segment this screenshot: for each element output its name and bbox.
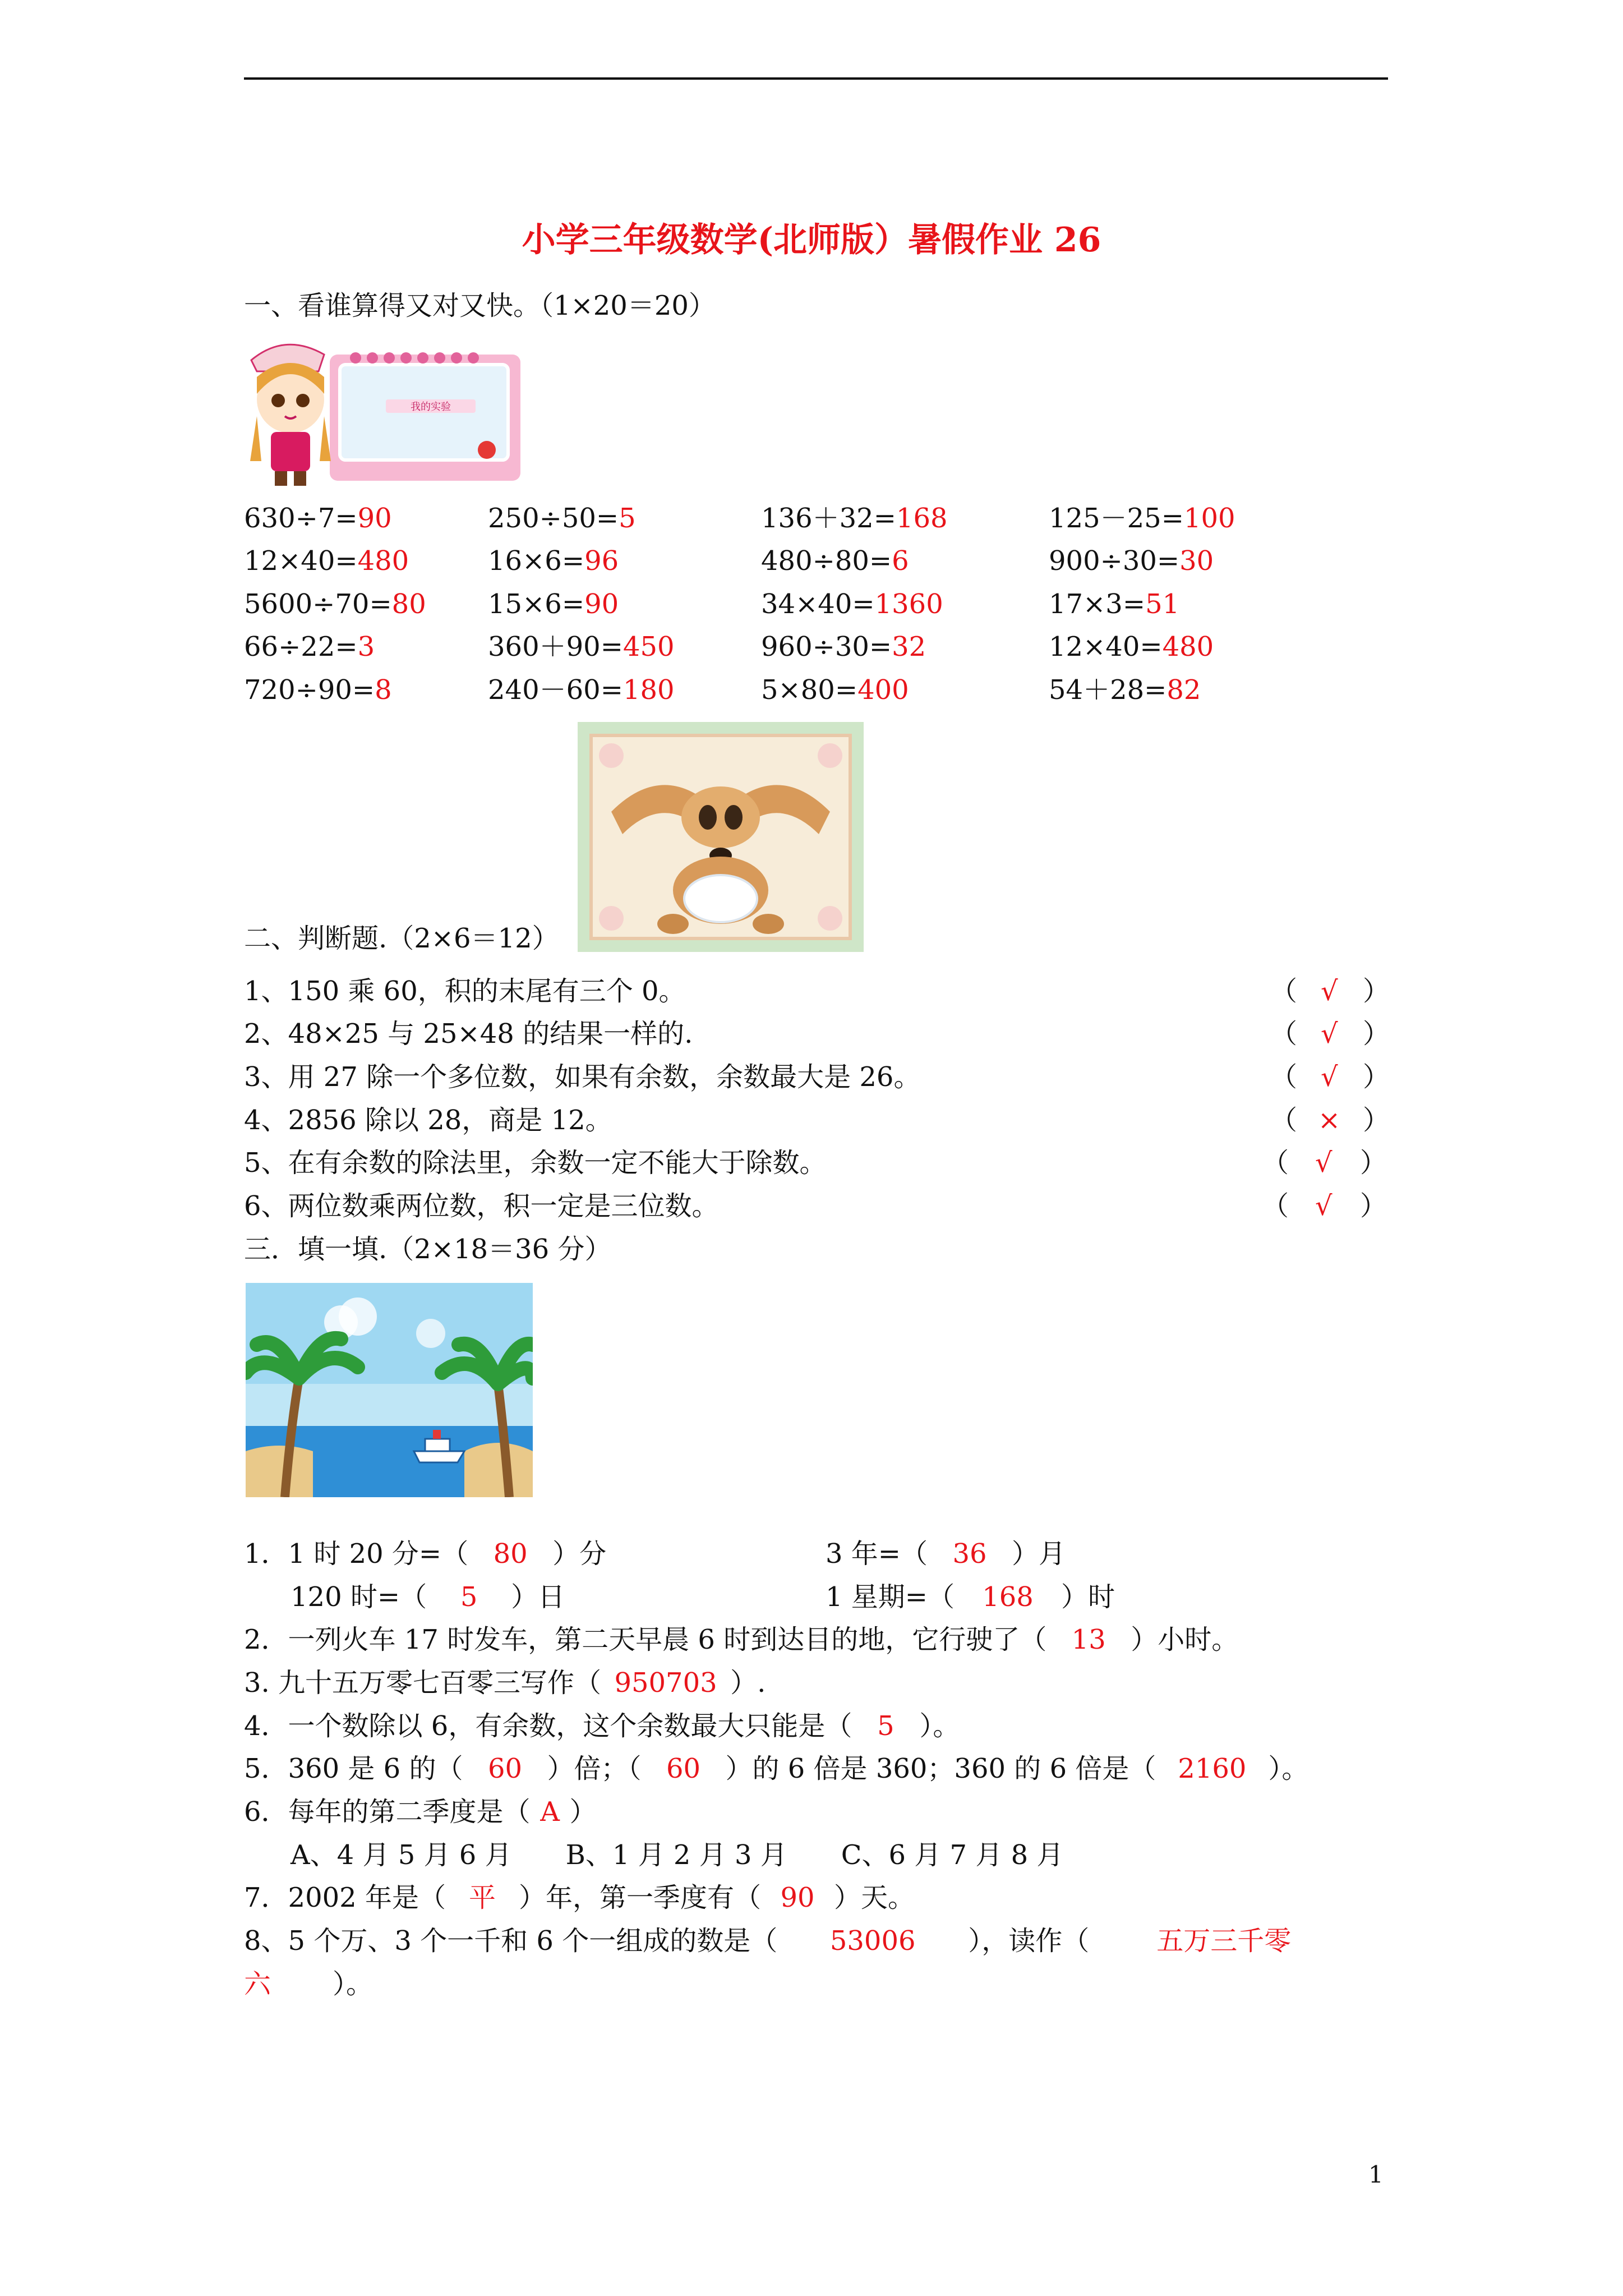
answer: 6: [892, 545, 909, 577]
answer: 32: [892, 631, 926, 662]
arith-item: 12×40=480: [1049, 631, 1214, 662]
fill-q1c: 120 时=（ 5 ）日: [291, 1581, 565, 1613]
answer: 3: [357, 631, 375, 662]
answer-paren-close: ）: [1363, 976, 1390, 1007]
page-title: 小学三年级数学(北师版）暑假作业 26: [522, 220, 1101, 260]
fill-q7: 7．2002 年是（ 平 ）年，第一季度有（ 90 ）天。: [244, 1882, 915, 1913]
fill-answer: 950703: [614, 1667, 717, 1699]
answer: 90: [357, 503, 392, 534]
fill-answer: 36: [952, 1538, 987, 1570]
fill-answer: 80: [493, 1538, 528, 1570]
judgement-item: 2、48×25 与 25×48 的结果一样的.: [244, 1018, 693, 1050]
judgement-item: 1、150 乘 60，积的末尾有三个 0。: [244, 976, 686, 1007]
fill-q1d: 1 星期=（ 168 ）时: [826, 1581, 1115, 1613]
arith-item: 15×6=90: [488, 588, 619, 620]
fill-answer: 13: [1071, 1624, 1106, 1655]
arith-item: 34×40=1360: [761, 588, 943, 620]
fill-q3: 3. 九十五万零七百零三写作（ 950703 ）.: [244, 1667, 766, 1699]
fill-q1b: 3 年=（ 36 ）月: [826, 1538, 1066, 1570]
arith-item: 720÷90=8: [244, 674, 392, 706]
arith-item: 630÷7=90: [244, 503, 392, 534]
section3-heading: 三．填一填.（2×18＝36 分）: [244, 1234, 612, 1265]
answer-paren-open: （: [1270, 976, 1298, 1007]
answer: 450: [623, 631, 675, 662]
fill-answer: 168: [982, 1581, 1034, 1613]
fill-answer: 5: [877, 1710, 895, 1742]
beach-image: [246, 1283, 533, 1497]
answer: 180: [623, 674, 675, 706]
arith-item: 5×80=400: [761, 674, 909, 706]
answer: 96: [584, 545, 619, 577]
puppy-image: [578, 722, 864, 952]
answer: 168: [896, 503, 948, 534]
fill-answer: 53006: [829, 1925, 916, 1957]
answer-paren-close: ）: [1363, 1061, 1390, 1093]
answer-paren-open: （: [1270, 1061, 1298, 1093]
arith-item: 125－25=100: [1049, 503, 1235, 534]
answer: 400: [857, 674, 909, 706]
judgement-answer: √: [1321, 1061, 1338, 1093]
judgement-item: 6、两位数乘两位数，积一定是三位数。: [244, 1190, 719, 1222]
arith-item: 16×6=96: [488, 545, 619, 577]
fill-answer: 2160: [1178, 1753, 1247, 1784]
answer: 80: [391, 588, 426, 620]
arith-item: 960÷30=32: [761, 631, 926, 662]
judgement-item: 4、2856 除以 28，商是 12。: [244, 1105, 612, 1136]
fill-q5: 5．360 是 6 的（ 60 ）倍；（ 60 ）的 6 倍是 360；360 的 6 倍是（ 2160 ）。: [244, 1753, 1309, 1784]
arith-item: 17×3=51: [1049, 588, 1180, 620]
arith-item: 5600÷70=80: [244, 588, 426, 620]
arith-item: 54＋28=82: [1049, 674, 1201, 706]
answer: 1360: [874, 588, 943, 620]
page-number: 1: [1368, 2161, 1384, 2188]
judgement-answer: ×: [1318, 1105, 1341, 1136]
arith-item: 136＋32=168: [761, 503, 948, 534]
section1-heading: 一、看谁算得又对又快。（1×20＝20）: [244, 290, 716, 321]
answer: 480: [1162, 631, 1214, 662]
fill-q1a: 1．1 时 20 分=（ 80 ）分: [244, 1538, 607, 1570]
fill-answer: 5: [460, 1581, 478, 1613]
answer: 100: [1183, 503, 1235, 534]
answer-paren-close: ）: [1363, 1018, 1390, 1050]
judgement-item: 5、在有余数的除法里，余数一定不能大于除数。: [244, 1147, 827, 1179]
arith-item: 240－60=180: [488, 674, 675, 706]
answer: 30: [1179, 545, 1214, 577]
answer-paren-open: （: [1262, 1190, 1289, 1222]
fill-q8-cont: 六 ）。: [244, 1968, 374, 2000]
fill-q4: 4．一个数除以 6，有余数，这个余数最大只能是（ 5 ）。: [244, 1710, 960, 1742]
fill-q8: 8、5 个万、3 个一千和 6 个一组成的数是（ 53006 ），读作（ 五万三千零: [244, 1925, 1292, 1957]
section2-heading: 二、判断题.（2×6＝12）: [244, 923, 559, 954]
answer-paren-open: （: [1270, 1105, 1298, 1136]
answer-paren-close: ）: [1360, 1190, 1387, 1222]
arith-item: 480÷80=6: [761, 545, 909, 577]
answer-paren-close: ）: [1363, 1105, 1390, 1136]
answer: 51: [1145, 588, 1180, 620]
fill-answer: A: [540, 1796, 560, 1828]
arith-item: 250÷50=5: [488, 503, 636, 534]
answer: 8: [375, 674, 392, 706]
fill-answer: 60: [487, 1753, 523, 1784]
fill-answer: 五万三千零: [1156, 1925, 1292, 1957]
answer-paren-open: （: [1262, 1147, 1289, 1179]
judgement-item: 3、用 27 除一个多位数，如果有余数，余数最大是 26。: [244, 1061, 921, 1093]
fill-q6-options: A、4 月 5 月 6 月 B、1 月 2 月 3 月 C、6 月 7 月 8 月: [291, 1839, 1064, 1871]
judgement-answer: √: [1321, 1018, 1338, 1050]
fill-answer: 六: [244, 1968, 271, 2000]
judgement-answer: √: [1315, 1190, 1332, 1222]
answer-paren-close: ）: [1360, 1147, 1387, 1179]
fill-answer: 平: [468, 1882, 496, 1913]
girl-card-image: [246, 332, 526, 488]
arith-item: 900÷30=30: [1049, 545, 1214, 577]
answer: 82: [1166, 674, 1201, 706]
header-rule: [244, 77, 1388, 80]
judgement-answer: √: [1321, 976, 1338, 1007]
fill-q6: 6．每年的第二季度是（ A ）: [244, 1796, 597, 1828]
arith-item: 66÷22=3: [244, 631, 375, 662]
answer: 5: [619, 503, 636, 534]
judgement-answer: √: [1315, 1147, 1332, 1179]
card-label: 我的实验: [411, 401, 451, 413]
answer: 90: [584, 588, 619, 620]
fill-q2: 2．一列火车 17 时发车，第二天早晨 6 时到达目的地，它行驶了（ 13 ）小时。: [244, 1624, 1239, 1655]
answer: 480: [357, 545, 409, 577]
arith-item: 360＋90=450: [488, 631, 675, 662]
fill-answer: 90: [780, 1882, 815, 1913]
answer-paren-open: （: [1270, 1018, 1298, 1050]
fill-answer: 60: [666, 1753, 701, 1784]
arith-item: 12×40=480: [244, 545, 409, 577]
